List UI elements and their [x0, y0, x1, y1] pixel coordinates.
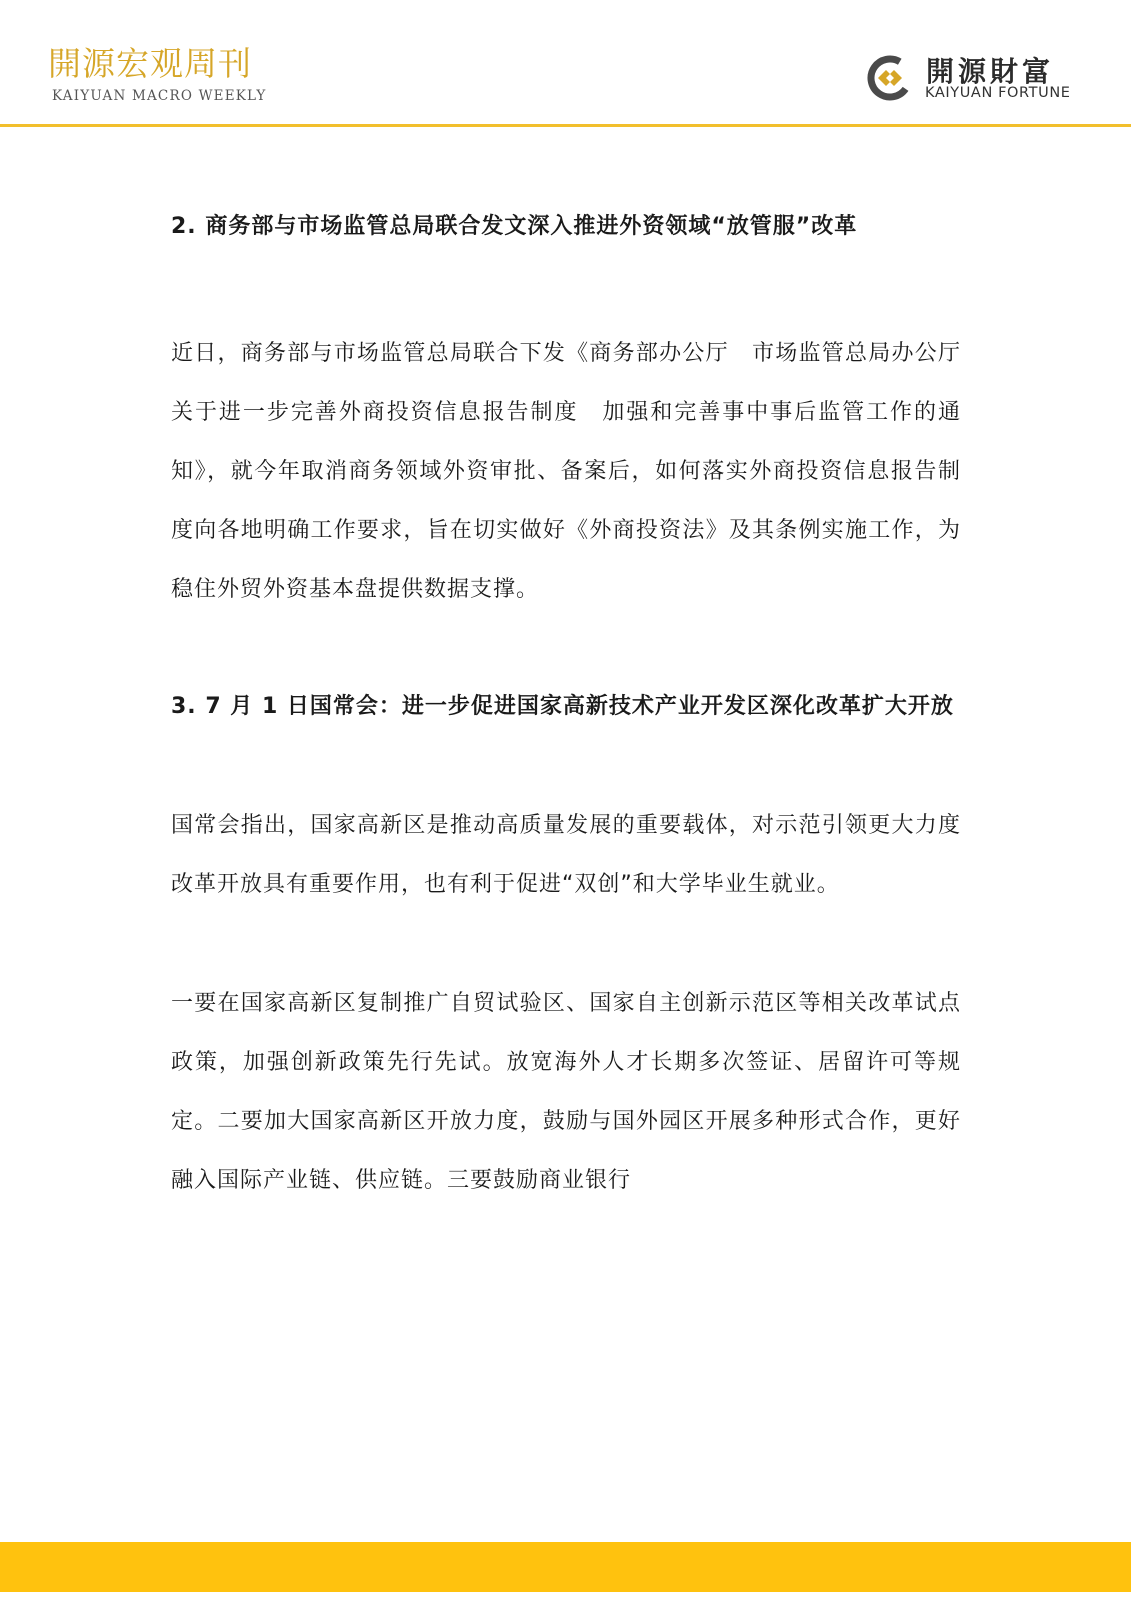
logo-english-text: KAIYUAN FORTUNE	[925, 85, 1071, 101]
spacer	[171, 914, 961, 974]
kaiyuan-logo-icon	[866, 54, 914, 102]
article-body	[171, 197, 961, 1210]
publication-title: 開源宏观周刊	[48, 44, 252, 83]
section-2-heading: 2. 商务部与市场监管总局联合发文深入推进外资领域“放管服”改革	[171, 214, 858, 239]
publication-subtitle: KAIYUAN MACRO WEEKLY	[52, 88, 267, 104]
header-divider	[0, 124, 1131, 127]
brand-logo	[866, 52, 1086, 108]
logo-chinese-text: 開源財富	[926, 55, 1055, 88]
spacer	[171, 736, 961, 796]
section-3-paragraph-2: 一要在国家高新区复制推广自贸试验区、国家自主创新示范区等相关改革试点政策，加强创新政策先行先试。放宽海外人才长期多次签证、居留许可等规定。二要加大国家高新区开放力度，鼓励与国外园区开展多种形式合作，更好融入国际产业链、供应链。三要鼓励商业银行	[171, 991, 961, 1193]
footer-bar	[0, 1542, 1131, 1592]
section-3-heading: 3. 7 月 1 日国常会：进一步促进国家高新技术产业开发区深化改革扩大开放	[171, 694, 954, 719]
spacer	[171, 619, 961, 677]
section-2-paragraph: 近日，商务部与市场监管总局联合下发《商务部办公厅 市场监管总局办公厅关于进一步完善外商投资信息报告制度 加强和完善事中事后监管工作的通知》，就今年取消商务领域外资审批、备案后，如何落实外商投资信息报告制度向各地明确工作要求，旨在切实做好《外商投资法》及其条例实施工作，为稳住外贸外资基本盘提供数据支撑。	[171, 341, 961, 602]
spacer	[171, 256, 961, 324]
section-3-paragraph-1: 国常会指出，国家高新区是推动高质量发展的重要载体，对示范引领更大力度改革开放具有重要作用，也有利于促进“双创”和大学毕业生就业。	[171, 813, 961, 897]
